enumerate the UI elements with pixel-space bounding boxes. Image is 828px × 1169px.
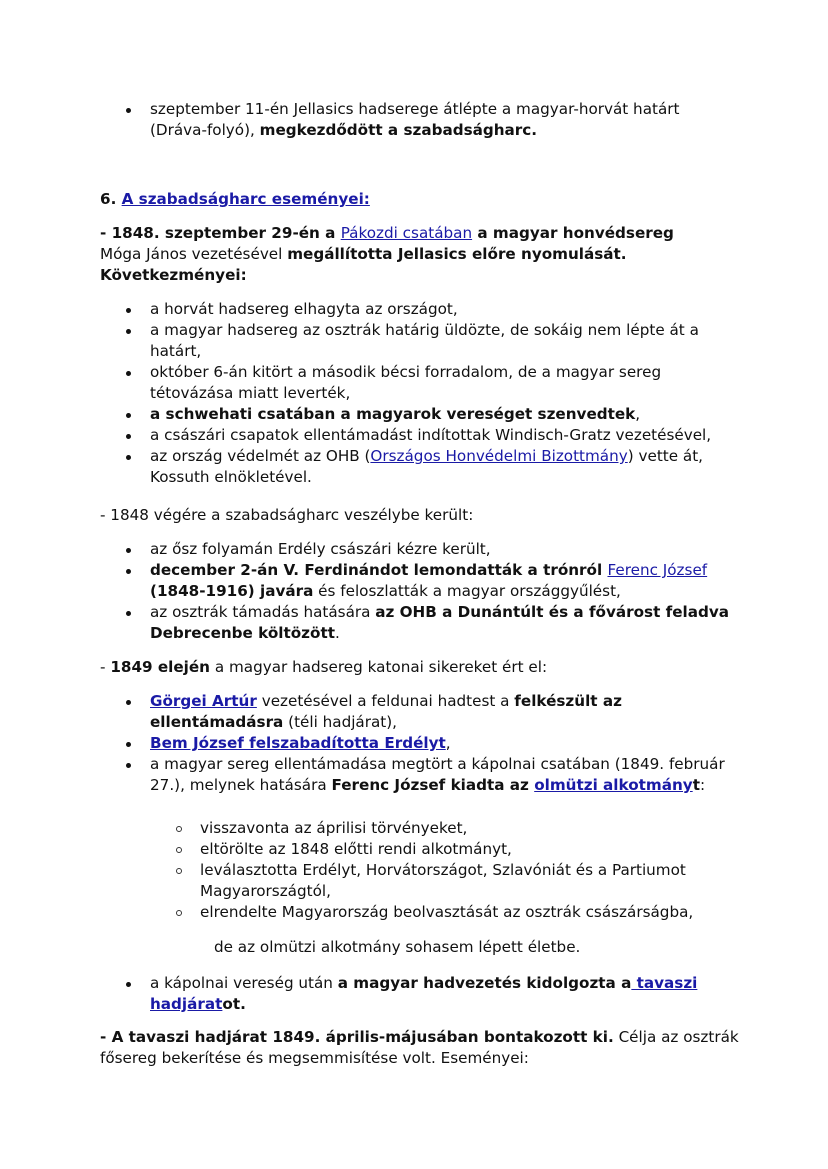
- olmutz-link[interactable]: olmützi alkotmány: [534, 776, 693, 794]
- sublist-item: visszavonta az áprilisi törvényeket,: [200, 818, 740, 839]
- list-item: a schwehati csatában a magyarok vereséget szenvedtek,: [150, 404, 740, 425]
- olmutz-sublist: [200, 818, 740, 923]
- consequences-list: [150, 299, 740, 488]
- danger-list: [150, 539, 740, 644]
- list-item: Bem József felszabadította Erdélyt,: [150, 733, 740, 754]
- sublist-item: eltörölte az 1848 előtti rendi alkotmányt,: [200, 839, 740, 860]
- bem-link[interactable]: Bem József felszabadította Erdélyt: [150, 734, 446, 752]
- section-heading: 6. A szabadságharc eseményei:: [100, 190, 370, 208]
- spring-campaign-list: [150, 973, 740, 1015]
- paragraph-1848-end: - 1848 végére a szabadságharc veszélybe került:: [100, 506, 474, 524]
- successes-list: [150, 691, 740, 796]
- sublist-item: elrendelte Magyarország beolvasztását az osztrák császárságba,: [200, 902, 740, 923]
- list-item: a magyar sereg ellentámadása megtört a kápolnai csatában (1849. február 27.), melynek hatására Ferenc József kiadta az olmützi alkotmányt:: [150, 754, 740, 796]
- top-bullet-list: [150, 99, 740, 141]
- paragraph-1849-early: - 1849 elején a magyar hadsereg katonai sikereket ért el:: [100, 658, 548, 676]
- list-item: Görgei Artúr vezetésével a feldunai hadtest a felkészült az ellentámadásra (téli hadjárat),: [150, 691, 740, 733]
- indent-note: de az olmützi alkotmány sohasem lépett életbe.: [214, 938, 581, 956]
- sublist-item: leválasztotta Erdélyt, Horvátországot, Szlavóniát és a Partiumot Magyarországtól,: [200, 860, 740, 902]
- list-item: az ősz folyamán Erdély császári kézre került,: [150, 539, 740, 560]
- list-item: az ország védelmét az OHB (Országos Honvédelmi Bizottmány) vette át, Kossuth elnökletével.: [150, 446, 740, 488]
- list-item: szeptember 11-én Jellasics hadserege átlépte a magyar-horvát határt (Dráva-folyó), megkezdődött a szabadságharc.: [150, 99, 740, 141]
- ferenc-jozsef-link[interactable]: Ferenc József: [607, 561, 708, 579]
- list-item: a császári csapatok ellentámadást indítottak Windisch-Gratz vezetésével,: [150, 425, 740, 446]
- list-item: december 2-án V. Ferdinándot lemondatták a trónról Ferenc József (1848-1916) javára és feloszlatták a magyar országgyűlést,: [150, 560, 740, 602]
- gorgei-link[interactable]: Görgei Artúr: [150, 692, 257, 710]
- list-item: az osztrák támadás hatására az OHB a Dunántúlt és a fővárost feladva Debrecenbe költözött.: [150, 602, 740, 644]
- section-title-link[interactable]: A szabadságharc eseményei:: [121, 190, 370, 208]
- paragraph-pakozd: - 1848. szeptember 29-én a Pákozdi csatában a magyar honvédsereg Móga János vezetésével megállította Jellasics előre nyomulását. Következményei:: [100, 224, 674, 284]
- paragraph-spring-campaign: - A tavaszi hadjárat 1849. április-májusában bontakozott ki. Célja az osztrák fősereg bekerítése és megsemmisítése volt. Eseményei:: [100, 1028, 739, 1067]
- pakozd-link[interactable]: Pákozdi csatában: [340, 224, 473, 242]
- list-item: a magyar hadsereg az osztrák határig üldözte, de sokáig nem lépte át a határt,: [150, 320, 740, 362]
- tavaszi-hadjarat-link[interactable]: tavaszi hadjárat: [150, 974, 698, 1013]
- ohb-link[interactable]: Országos Honvédelmi Bizottmány: [370, 447, 628, 465]
- list-item: a horvát hadsereg elhagyta az országot,: [150, 299, 740, 320]
- list-item: a kápolnai vereség után a magyar hadvezetés kidolgozta a tavaszi hadjáratot.: [150, 973, 740, 1015]
- list-item: október 6-án kitört a második bécsi forradalom, de a magyar sereg tétovázása miatt leverték,: [150, 362, 740, 404]
